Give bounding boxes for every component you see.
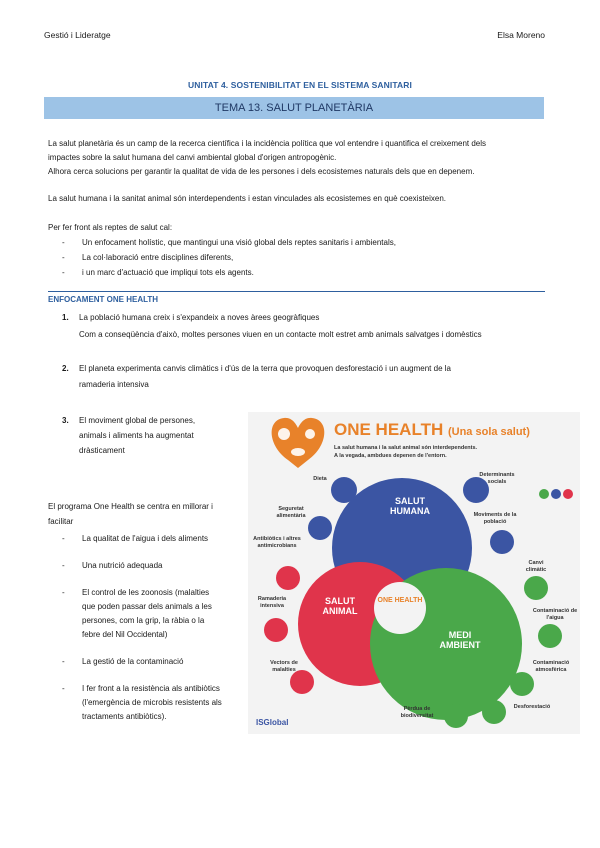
header-left: Gestió i Lideratge	[44, 30, 111, 40]
topic-title: TEMA 13. SALUT PLANETÀRIA	[44, 97, 544, 119]
item-number: 1.	[62, 313, 69, 322]
intro-paragraph-2: La salut humana i la sanitat animal són interdependents i estan vinculades als ecosistemes en què coexisteixen.	[48, 194, 447, 203]
item-text-line: dràsticament	[79, 446, 125, 455]
label-food-safety: Seguretat alimentària	[276, 506, 306, 519]
intro-paragraph-3: Per fer front als reptes de salut cal:	[48, 223, 173, 232]
label-water: Contaminació de l'aigua	[532, 608, 578, 621]
food-safety-icon	[308, 516, 332, 540]
list-item	[62, 532, 244, 546]
livestock-icon	[264, 618, 288, 642]
list-item-text: tractaments antibiòtics).	[82, 712, 167, 721]
item-number: 3.	[62, 416, 69, 425]
animal-icon	[291, 448, 305, 456]
dot-icon	[563, 489, 573, 499]
numbered-item-1	[62, 310, 552, 344]
center-label: ONE HEALTH	[377, 597, 423, 604]
infographic-title-sub: (Una sola salut)	[447, 426, 530, 438]
numbered-item-3	[62, 413, 242, 463]
list-item-text: La gestió de la contaminació	[82, 657, 184, 666]
list-item: - La col·laboració entre disciplines diferents,	[62, 250, 396, 265]
list-item-text: febre del Nil Occidental)	[82, 630, 168, 639]
label-deforestation: Desforestació	[513, 704, 551, 710]
factory-icon	[510, 672, 534, 696]
list-item	[62, 655, 244, 669]
infographic-graphic	[248, 412, 580, 734]
item-text-line: El planeta experimenta canvis climàtics i d'ús de la terra que provoquen desforestació i un augment de la	[79, 364, 451, 373]
list-item-text: Una nutrició adequada	[82, 561, 163, 570]
unit-title: UNITAT 4. SOSTENIBILITAT EN EL SISTEMA SANITARI	[188, 80, 412, 90]
infographic-title	[334, 420, 530, 440]
program-line-1: El programa One Health se centra en millorar i	[48, 502, 213, 511]
item-text-line: La població humana creix i s'expandeix a noves àrees geogràfiques	[79, 313, 320, 322]
dot-icon	[551, 489, 561, 499]
mosquito-icon	[290, 670, 314, 694]
animal-health-label: SALUT ANIMAL	[322, 596, 358, 616]
environment-label: MEDI AMBIENT	[439, 630, 481, 650]
diet-icon	[331, 477, 357, 503]
numbered-item-2	[62, 361, 552, 395]
label-air: Contaminació atmosfèrica	[532, 660, 570, 673]
header-right: Elsa Moreno	[497, 30, 545, 40]
list-item: - i un marc d'actuació que impliqui tots els agents.	[62, 265, 396, 280]
infographic-subtitle-line: La salut humana i la salut animal són interdependents.	[334, 445, 478, 451]
antibiotics-icon	[276, 566, 300, 590]
item-number: 2.	[62, 364, 69, 373]
one-health-infographic	[248, 412, 580, 734]
program-list	[62, 532, 244, 724]
water-icon	[538, 624, 562, 648]
item-text-line: ramaderia intensiva	[79, 380, 149, 389]
human-health-label: SALUT HUMANA	[390, 496, 430, 516]
list-item	[62, 586, 244, 642]
infographic-subtitle	[334, 444, 477, 460]
intro-line-3: Alhora cerca solucions per garantir la qualitat de vida de les persones i dels ecosistemes naturals dels que en depenem.	[48, 167, 475, 176]
label-movements: Moviments de la població	[473, 512, 517, 525]
center-circle	[374, 582, 426, 634]
list-item: - Un enfocament holístic, que mantingui una visió global dels reptes sanitaris i ambientals,	[62, 235, 396, 250]
item-text-line: El moviment global de persones,	[79, 416, 196, 425]
list-item	[62, 682, 244, 724]
item-text-line: Com a conseqüència d'això, moltes persones viuen en un contacte molt estret amb animals salvatges i domèstics	[79, 330, 482, 339]
intro-paragraph	[48, 137, 548, 179]
label-livestock: Ramaderia intensiva	[257, 596, 287, 609]
program-line-2: facilitar	[48, 517, 74, 526]
list-item	[62, 559, 244, 573]
plane-icon	[490, 530, 514, 554]
list-item-text: que poden passar dels animals a les	[82, 602, 212, 611]
list-item-text: (l'emergència de microbis resistents als	[82, 698, 222, 707]
list-item-text: persones, com la grip, la ràbia o la	[82, 616, 205, 625]
infographic-title-main: ONE HEALTH	[334, 420, 444, 439]
biodiversity-icon	[444, 704, 468, 728]
label-biodiversity: Pèrdua de biodiversitat	[400, 706, 434, 719]
section-title: ENFOCAMENT ONE HEALTH	[48, 295, 159, 304]
label-climate: Canvi climàtic	[525, 560, 547, 573]
intro-line-2: impactes sobre la salut humana del canvi ambiental global d'origen antropogènic.	[48, 153, 337, 162]
intro-bullet-list	[62, 235, 396, 280]
section-divider	[48, 291, 545, 292]
item-text-line: animals i aliments ha augmentat	[79, 431, 194, 440]
deforestation-icon	[482, 700, 506, 724]
list-item-text: La qualitat de l'aigua i dels aliments	[82, 534, 209, 543]
person-icon	[305, 429, 315, 439]
list-item-text: - I fer front a la resistència als antibiòtics	[82, 684, 220, 693]
heart-icon	[272, 418, 325, 468]
climate-icon	[524, 576, 548, 600]
isglobal-logo: ISGlobal	[256, 718, 289, 727]
label-vectors: Vectors de malalties	[270, 660, 298, 673]
intro-line-1: La salut planetària és un camp de la recerca científica i la incidència política que vol entendre i quantifica el creixement dels	[48, 139, 487, 148]
program-intro	[48, 499, 248, 529]
label-social: Determinants socials	[479, 472, 515, 485]
list-item-text: - El control de les zoonosis (malalties	[82, 588, 210, 597]
dot-icon	[539, 489, 549, 499]
tree-icon	[278, 428, 290, 440]
label-diet: Dieta	[313, 476, 327, 482]
infographic-subtitle-line: A la vegada, ambdues depenen de l'entorn.	[334, 453, 447, 459]
label-antibiotics: Antibiòtics i altres antimicrobians	[253, 536, 301, 549]
